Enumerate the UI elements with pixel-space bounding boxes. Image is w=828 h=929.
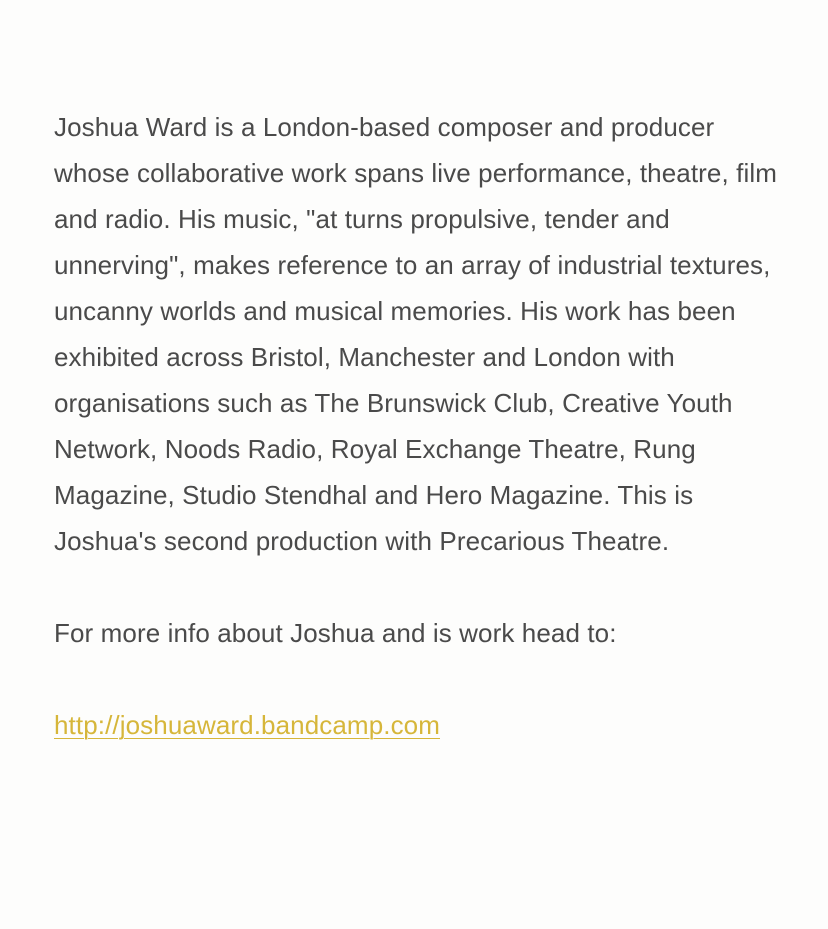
article-body — [54, 104, 784, 748]
more-info-text: For more info about Joshua and is work head to: — [54, 618, 617, 648]
bio-paragraph: Joshua Ward is a London-based composer and producer whose collaborative work spans live performance, theatre, film and radio. His music, "at turns propulsive, tender and unnerving", makes reference to an array of industrial textures, uncanny worlds and musical memories. His work has been exhibited across Bristol, Manchester and London with organisations such as The Brunswick Club, Creative Youth Network, Noods Radio, Royal Exchange Theatre, Rung Magazine, Studio Stendhal and Hero Magazine. This is Joshua's second production with Precarious Theatre. — [54, 112, 777, 556]
bandcamp-link[interactable]: http://joshuaward.bandcamp.com — [54, 710, 440, 740]
